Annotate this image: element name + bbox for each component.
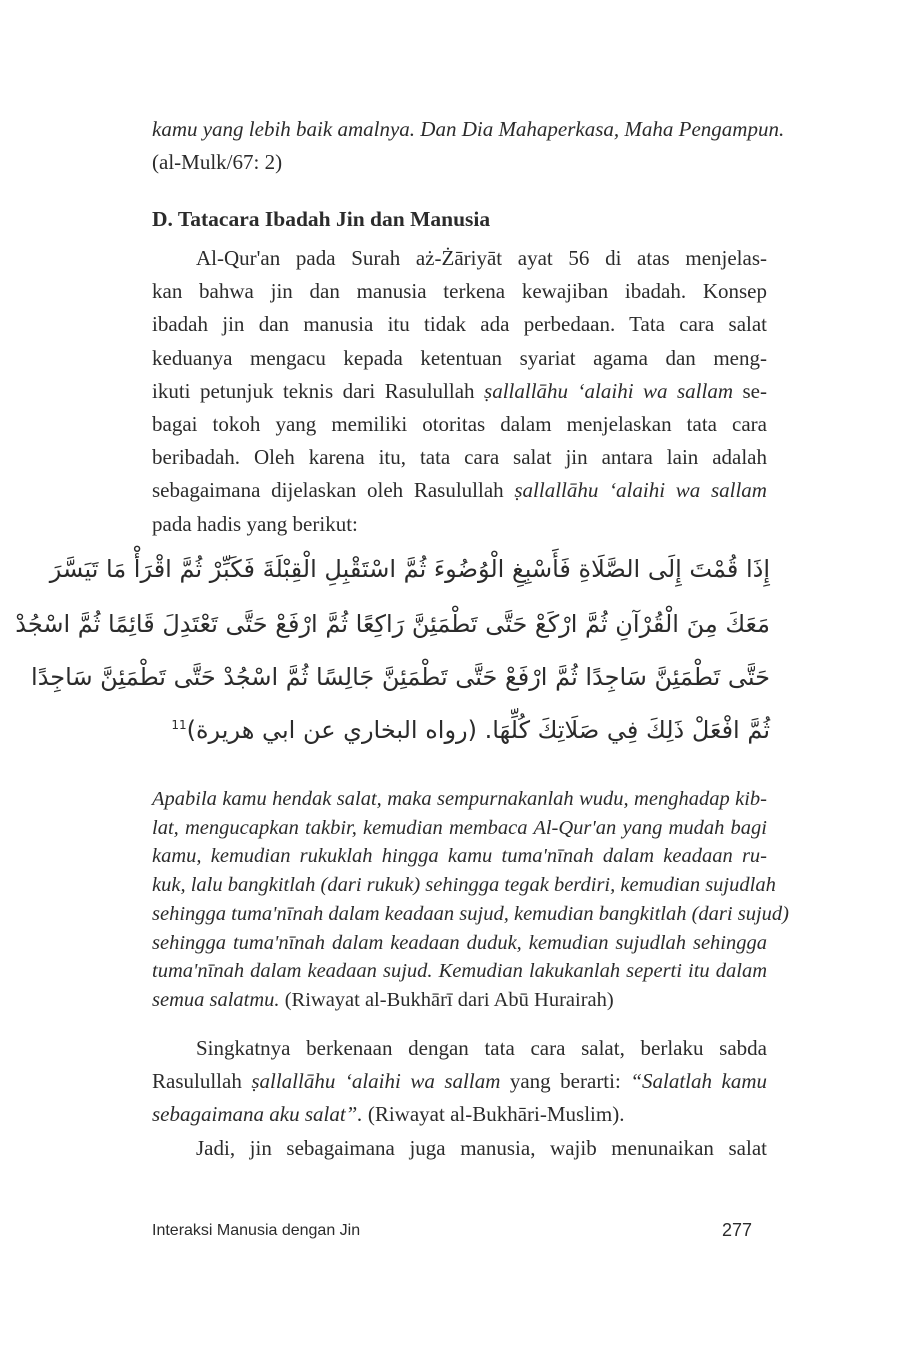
para1-line: keduanya mengacu kepada ketentuan syariat agama dan meng- [152, 345, 767, 370]
paragraph-3 [152, 1132, 767, 1165]
para1-text: ikuti petunjuk teknis dari Rasulullah [152, 378, 485, 403]
paragraph-1 [152, 242, 767, 541]
translation-line: lat, mengucapkan takbir, kemudian membaca Al-Qur'an yang mudah bagi [152, 816, 767, 839]
page-number: 277 [722, 1220, 753, 1240]
para1-line: ibadah jin dan manusia itu tidak ada perbedaan. Tata cara salat [152, 312, 767, 337]
hadith-line [150, 716, 770, 744]
quote-citation: (al-Mulk/67: 2) [152, 150, 283, 175]
translation-text: semua salatmu. [152, 988, 280, 1011]
hadith-line: حَتَّى تَطْمَئِنَّ سَاجِدًا ثُمَّ ارْفَعْ حَتَّى تَطْمَئِنَّ جَالِسًا ثُمَّ اسْجُدْ حَتَّى تَطْمَئِنَّ سَاجِدًا [31, 663, 770, 691]
paragraph-2 [152, 1032, 767, 1132]
para2-text: Rasulullah [152, 1069, 252, 1094]
quote-text: sebagaimana aku salat”. [152, 1102, 363, 1127]
para1-line: Al-Qur'an pada Surah aż-Żāriyāt ayat 56 di atas menjelas- [196, 246, 767, 270]
translation-line: tuma'nīnah dalam keadaan sujud. Kemudian lakukanlah seperti itu dalam [152, 960, 767, 983]
footer-book-title: Interaksi Manusia dengan Jin [152, 1222, 361, 1239]
para3-line: Jadi, jin sebagaimana juga manusia, wajib menunaikan salat [196, 1136, 767, 1160]
para2-source: (Riwayat al-Bukhāri-Muslim). [362, 1102, 625, 1127]
intro-quote [152, 113, 785, 179]
para1-line [152, 375, 767, 408]
translation-line: Apabila kamu hendak salat, maka sempurnakanlah wudu, menghadap kib- [152, 788, 767, 810]
para1-line [152, 474, 767, 507]
para1-text: sebagaimana dijelaskan oleh Rasulullah [152, 478, 515, 503]
hadith-text: ثُمَّ افْعَلْ ذَلِكَ فِي صَلَاتِكَ كُلِّهَا. (رواه البخاري عن ابي هريرة) [186, 716, 770, 744]
translation-line [152, 986, 767, 1015]
hadith-line: مَعَكَ مِنَ الْقُرْآنِ ثُمَّ ارْكَعْ حَتَّى تَطْمَئِنَّ رَاكِعًا ثُمَّ ارْفَعْ حَتَّى تَعْتَدِلَ قَائِمًا ثُمَّ اسْجُدْ [15, 610, 770, 638]
hadith-line: إِذَا قُمْتَ إِلَى الصَّلَاةِ فَأَسْبِغِ الْوُضُوءَ ثُمَّ اسْتَقْبِلِ الْقِبْلَةَ فَكَبِّرْ ثُمَّ اقْرَأْ مَا تَيَسَّرَ [49, 555, 770, 583]
para1-line: kan bahwa jin dan manusia terkena kewajiban ibadah. Konsep [152, 279, 767, 304]
hadith-translation [152, 785, 789, 1015]
para2-line: Singkatnya berkenaan dengan tata cara salat, berlaku sabda [196, 1036, 767, 1060]
para2-line [152, 1065, 767, 1098]
salawat-phrase: ṣallallāhu ‘alaihi wa sallam [484, 378, 734, 403]
para2-line [152, 1098, 767, 1131]
footnote-marker: 11 [171, 718, 187, 732]
hadith-arabic [15, 555, 770, 755]
translation-line: kuk, lalu bangkitlah (dari rukuk) sehingga tegak berdiri, kemudian sujudlah [152, 874, 776, 897]
para1-line: beribadah. Oleh karena itu, tata cara salat jin antara lain adalah [152, 445, 767, 470]
para1-line: pada hadis yang berikut: [152, 511, 358, 536]
translation-source: (Riwayat al-Bukhārī dari Abū Hurairah) [279, 988, 614, 1011]
translation-line: kamu, kemudian rukuklah hingga kamu tuma'nīnah dalam keadaan ru- [152, 845, 767, 868]
quote-text: kamu yang lebih baik amalnya. Dan Dia Mahaperkasa, Maha Pengampun. [152, 117, 785, 141]
translation-line: sehingga tuma'nīnah dalam keadaan duduk, kemudian sujudlah sehingga [152, 931, 767, 954]
salawat-phrase: ṣallallāhu ‘alaihi wa sallam [514, 478, 767, 503]
section-heading: D. Tatacara Ibadah Jin dan Manusia [152, 207, 491, 231]
salawat-phrase: ṣallallāhu ‘alaihi wa sallam [251, 1069, 501, 1094]
para1-text: se- [733, 378, 767, 403]
translation-line: sehingga tuma'nīnah dalam keadaan sujud, kemudian bangkitlah (dari sujud) [152, 902, 789, 925]
quote-text: “Salatlah kamu [630, 1069, 767, 1094]
para2-text: yang berarti: [500, 1069, 631, 1094]
para1-line: bagai tokoh yang memiliki otoritas dalam menjelaskan tata cara [152, 412, 767, 437]
